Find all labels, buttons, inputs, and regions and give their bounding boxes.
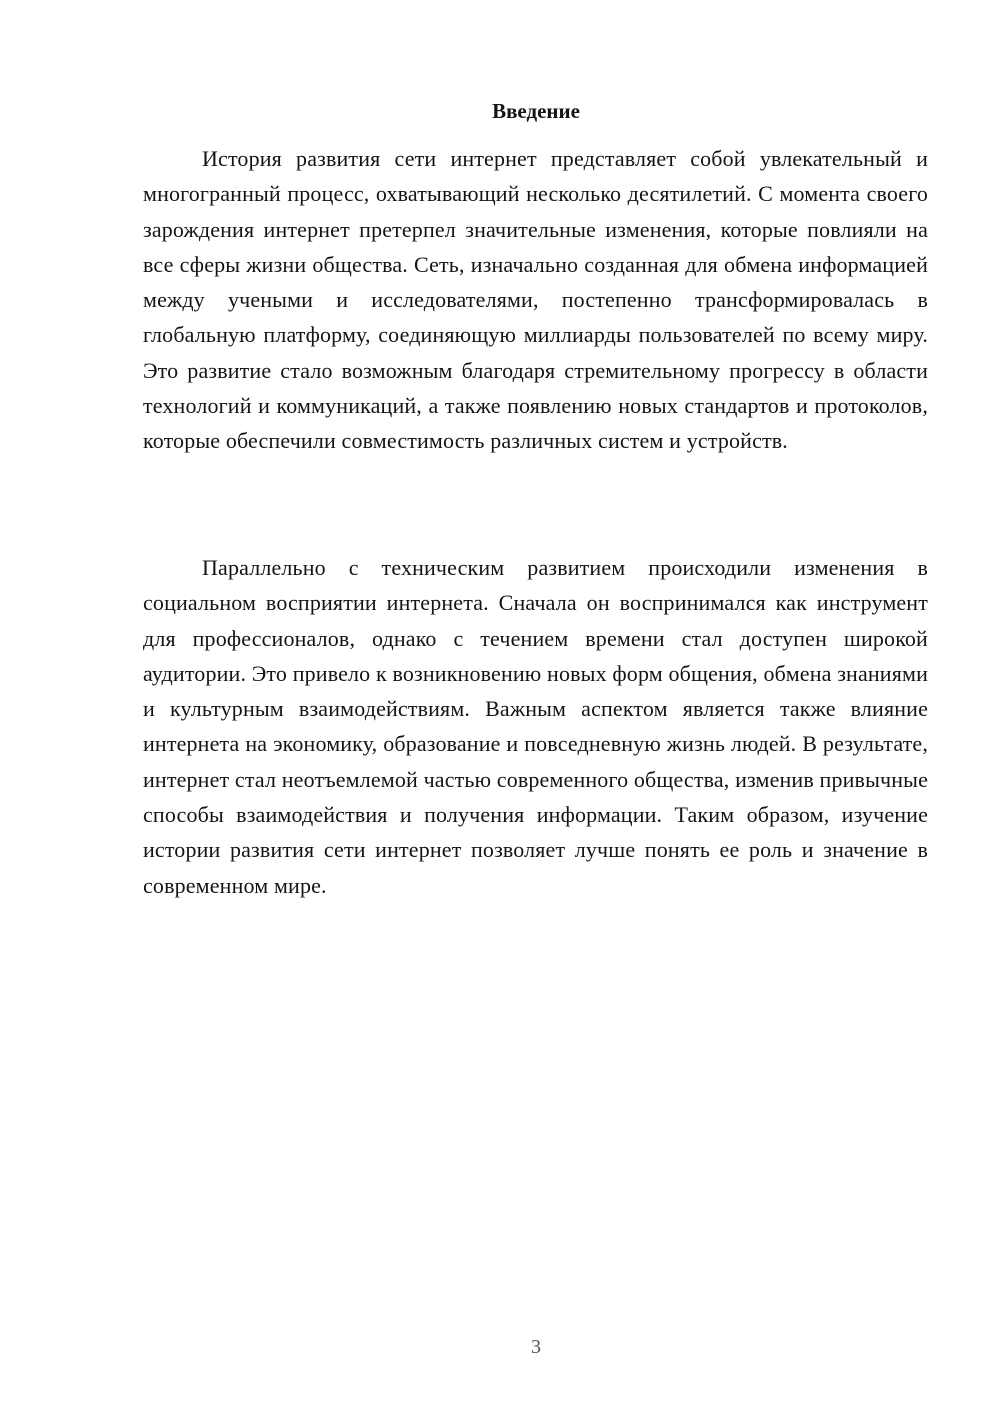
section-heading: Введение xyxy=(492,99,580,123)
paragraph-1: История развития сети интернет представляет собой увлекательный и многогранный процесс, охватывающий несколько десятилетий. С момента своего зарождения интернет претерпел значительные изменения, которые повлияли на все сферы жизни общества. Сеть, изначально созданная для обмена информацией между учеными и исследователями, постепенно трансформировалась в глобальную платформу, соединяющую миллиарды пользователей по всему миру. Это развитие стало возможным благодаря стремительному прогрессу в области технологий и коммуникаций, а также появлению новых стандартов и протоколов, которые обеспечили совместимость различных систем и устройств. xyxy=(143,146,928,454)
paragraph-2: Параллельно с техническим развитием происходили изменения в социальном восприятии интернета. Сначала он воспринимался как инструмент для профессионалов, однако с течением времени стал доступен широкой аудитории. Это привело к возникновению новых форм общения, обмена знаниями и культурным взаимодействиям. Важным аспектом является также влияние интернета на экономику, образование и повседневную жизнь людей. В результате, интернет стал неотъемлемой частью современного общества, изменив привычные способы взаимодействия и получения информации. Таким образом, изучение истории развития сети интернет позволяет лучше понять ее роль и значение в современном мире. xyxy=(143,555,928,898)
page-number: 3 xyxy=(531,1336,541,1358)
